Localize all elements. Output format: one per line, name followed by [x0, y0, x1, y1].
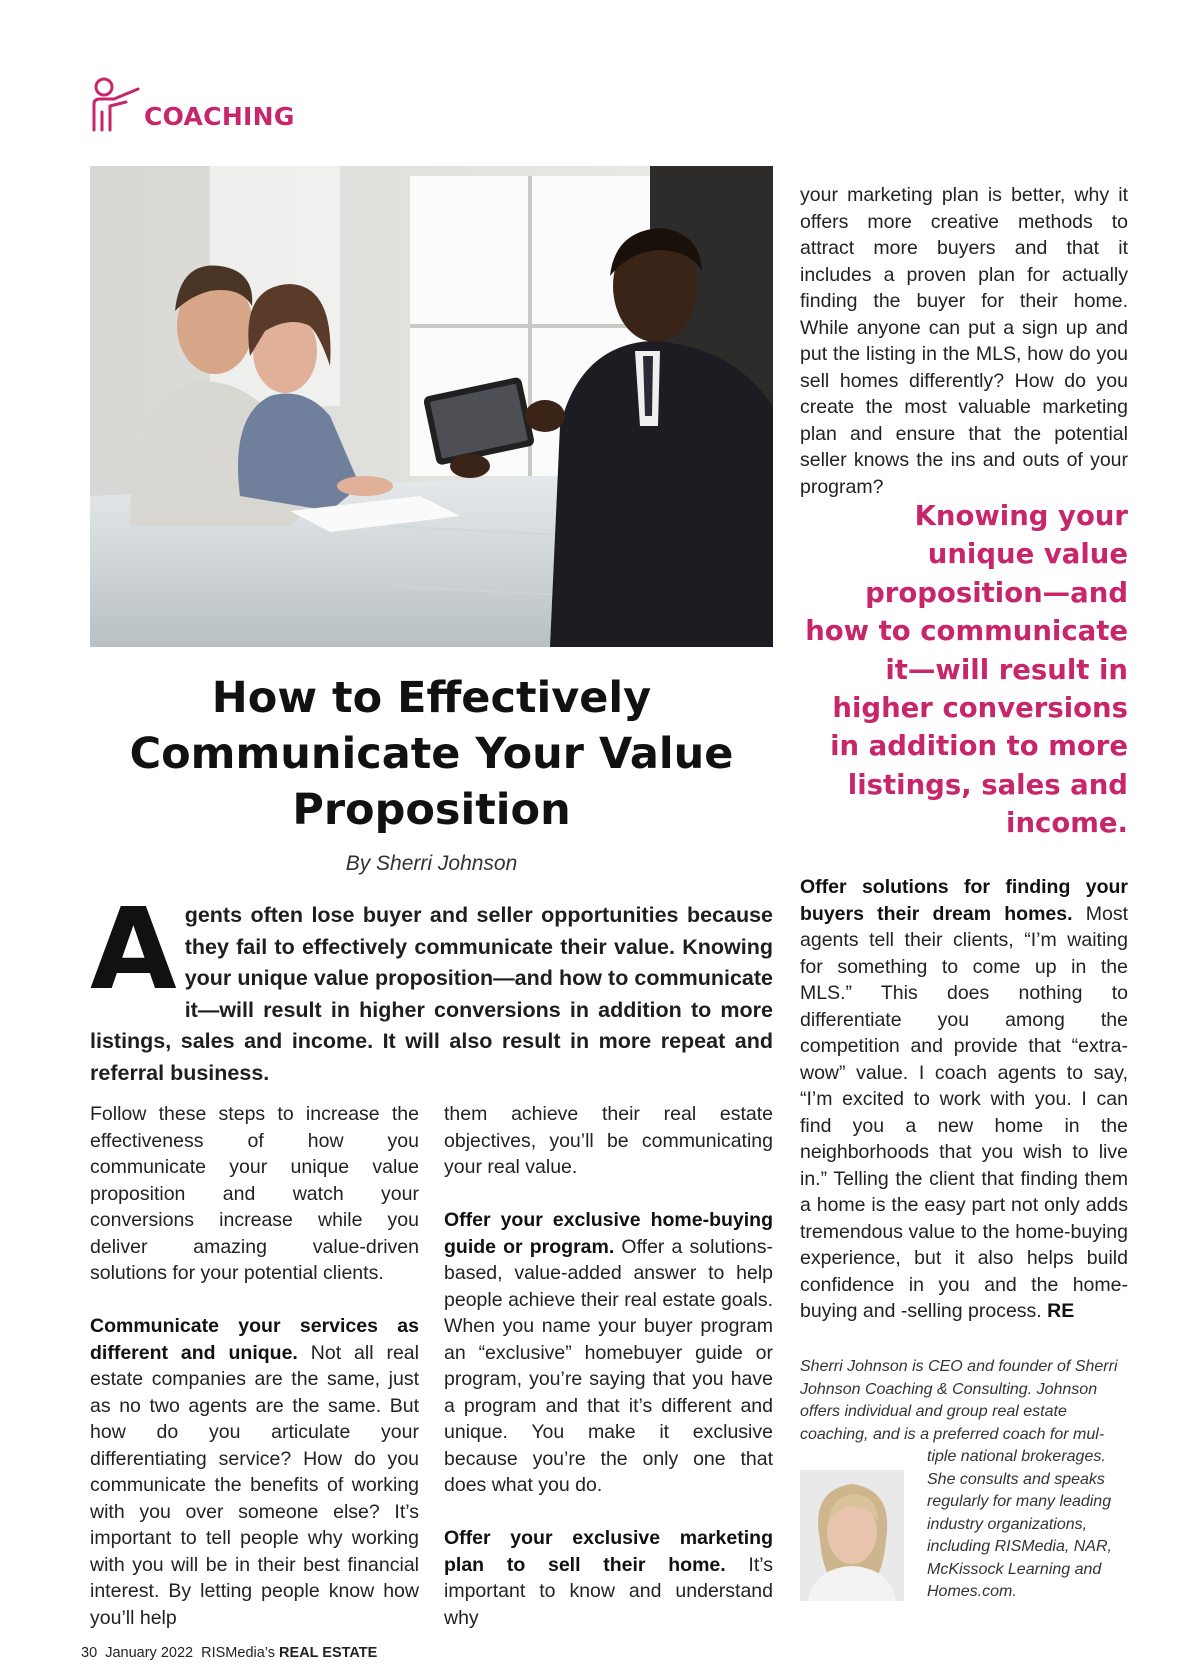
section-header: [90, 72, 295, 132]
drop-cap: A: [90, 885, 177, 1015]
body-paragraph: your marketing plan is better, why it offers more creative methods to attract more buyers and that it includes a proven plan for actually finding the buyer for their home. While anyone can put a sign up and put the listing in the MLS, how do you sell homes differently? How do you create the most valuable marketing plan and ensure that the potential seller knows the ins and outs of your program?: [800, 184, 1128, 498]
issue-date: January 2022: [105, 1645, 194, 1661]
body-paragraph: Offer your exclusive marketing plan to sell their home. It’s important to know and understand why: [444, 1527, 773, 1629]
lead-text: gents often lose buyer and seller opportunities because they fail to effectively communicate their value. Knowing your unique value proposition—and how to communicate it—will result in higher conversions in addition to more listings, sales and income. It will also result in more repeat and referral business.: [90, 903, 773, 1085]
body-column-2: [444, 1101, 773, 1658]
body-column-1: [90, 1101, 419, 1658]
end-mark: RE: [1047, 1300, 1075, 1322]
coach-pointing-icon: [90, 76, 142, 132]
body-paragraph: Communicate your services as different and unique. Not all real estate companies are the same, just as no two agents are the same. But how do you articulate your differentiating service? How do you communicate the benefits of working with you over someone else? It’s important to tell people why working with you will be in their best financial interest. By letting people know how you’ll help: [90, 1315, 419, 1629]
page-number: 30: [81, 1645, 98, 1661]
subhead: Communicate your services as different and unique.: [90, 1315, 419, 1364]
body-paragraph: Offer your exclusive home-buying guide or program. Offer a solutions-based, value-added answer to help people achieve their real estate goals. When you name your buyer program an “exclusive” homebuyer guide or program, you’re saying that you have a program and that it’s different and unique. You make it exclusive because you’re the only one that does what you do.: [444, 1209, 773, 1496]
page-footer: [81, 1645, 377, 1661]
byline: By Sherri Johnson: [345, 852, 518, 875]
subhead: Offer your exclusive marketing plan to sell their home.: [444, 1527, 773, 1576]
section-label: COACHING: [144, 102, 295, 131]
author-headshot: [800, 1470, 904, 1601]
subhead: Offer your exclusive home-buying guide or program.: [444, 1209, 773, 1258]
title-line-1: How to Effectively: [211, 673, 652, 723]
article-title: [90, 670, 773, 838]
lead-paragraph: [90, 885, 773, 1089]
title-line-2: Communicate Your Value: [129, 729, 734, 779]
body-column-3-lower: [800, 874, 1128, 1351]
body-paragraph: Follow these steps to increase the effectiveness of how you communicate your unique value proposition and watch your conversions increase while you deliver amazing value-driven solutions for your potential clients.: [90, 1103, 419, 1284]
author-bio-continued: tiple national brokerages. She consults and speaks regularly for many leading industry organizations, including RISMedia, NAR, McKissock Learning and Homes.com.: [927, 1448, 1112, 1600]
article-photo: [90, 166, 773, 647]
body-column-3: [800, 182, 1128, 527]
pull-quote: Knowing your unique value proposition—and how to communicate it—will result in higher conversions in addition to more listings, sales and income.: [805, 500, 1128, 840]
author-bio: Sherri Johnson is CEO and founder of Sherri Johnson Coaching & Consulting. Johnson offers individual and group real estate coaching, and is a preferred coach for mul-: [800, 1358, 1118, 1443]
magazine-name: REAL ESTATE: [279, 1645, 378, 1661]
title-line-3: Proposition: [292, 785, 571, 835]
subhead: Offer solutions for finding your buyers their dream homes.: [800, 876, 1128, 925]
body-paragraph: them achieve their real estate objectives, you’ll be communicating your real value.: [444, 1103, 773, 1178]
publisher: RISMedia’s: [201, 1645, 276, 1661]
body-paragraph: Offer solutions for finding your buyers their dream homes. Most agents tell their clients, “I’m waiting for something to come up in the MLS.” This does nothing to differentiate you among the competition and provide that “extra-wow” value. I coach agents to say, “I’m excited to work with you. I can find you a new home in the neighborhoods that you wish to live in.” Telling the client that finding them a home is the easy part not only adds tremendous value to the home-buying experience, but it also helps build confidence in you and the home-buying and -selling process. RE: [800, 876, 1128, 1322]
